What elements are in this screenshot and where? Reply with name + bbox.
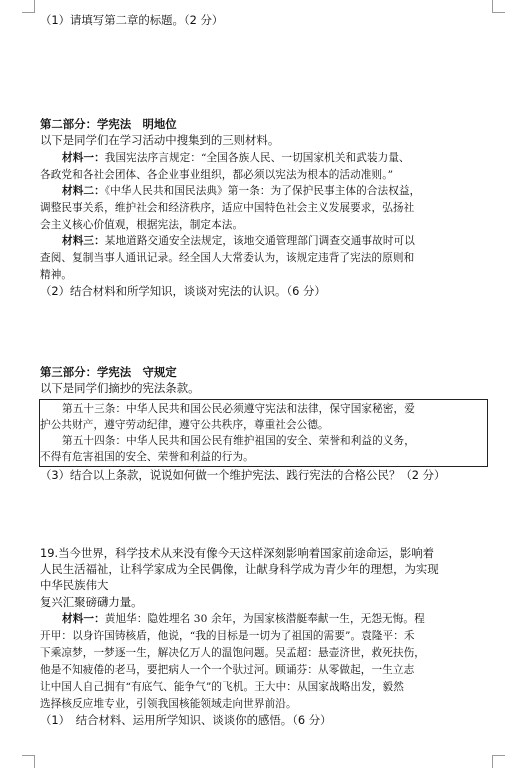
part2-intro: 以下是同学们在学习活动中搜集到的三则材料。 [40,133,280,147]
part2-material3-line3: 精神。 [40,269,73,281]
q19-material1-line2: 开甲：以身许国铸核盾，他说，“我的目标是一切为了祖国的需要”。袁隆平：禾 [40,630,415,642]
crop-mark-top-right [492,0,505,13]
q19-material1-line1: 材料一：黄旭华：隐姓埋名 30 余年，为国家核潜艇奉献一生，无怨无悔。程 [62,613,425,625]
material1-label: 材料一： [62,152,105,164]
crop-mark-bottom-right [492,755,505,768]
q19-material1-line6: 选择核反应堆专业，引领我国核能领域走向世界前沿。 [40,698,297,710]
q19-line1: 19.当今世界，科学技术从来没有像今天这样深刻影响着国家前途命运，影响着 [40,546,435,560]
q19-line3: 中华民族伟大 [40,578,109,592]
crop-mark-top-left [22,0,35,13]
q19-line4: 复兴汇聚磅礴力量。 [40,595,143,609]
question-3-text: （3）结合以上条款，说说如何做一个维护宪法、践行宪法的合格公民？（2 分） [40,468,446,482]
q19-material1-line3: 下乘凉梦，一梦逐一生，解决亿万人的温饱问题。吴孟超：悬壶济世，救死扶伤， [40,647,425,659]
part2-material3-line1: 材料三：某地道路交通安全法规定，该地交通管理部门调查交通事故时可以 [62,235,415,247]
clause-54-line2: 不得有危害祖国的安全、荣誉和利益的行为。 [40,451,254,463]
question-1-text: （1）请填写第二章的标题。（2 分） [40,13,224,27]
crop-mark-bottom-left [22,755,35,768]
q19-question-1-text: （1） 结合材料、运用所学知识、谈谈你的感悟。（6 分） [40,713,332,727]
part3-heading: 第三部分：学宪法 守规定 [40,365,177,379]
clause-53-line2: 护公共财产，遵守劳动纪律，遵守公共秩序，尊重社会公德。 [40,419,329,431]
part3-intro: 以下是同学们摘抄的宪法条款。 [40,381,200,395]
q19-material1-label: 材料一： [62,613,105,625]
q19-material1-line4: 他是不知疲倦的老马，要把病人一个一个驮过河。顾诵芬：从零做起，一生立志 [40,664,415,676]
part2-material1-line1: 材料一：我国宪法序言规定：“全国各族人民、一切国家机关和武装力量、 [62,152,410,164]
q19-material1-line5: 让中国人自己拥有“有底气、能争气”的飞机。王大中：从国家战略出发，毅然 [40,681,404,693]
clause-54-line1: 第五十四条：中华人民共和国公民有维护祖国的安全、荣誉和利益的义务， [62,435,415,447]
question-2-text: （2）结合材料和所学知识，谈谈对宪法的认识。（6 分） [40,284,326,298]
material2-label: 材料二： [62,185,105,197]
part2-material2-line2: 调整民事关系，维护社会和经济秩序，适应中国特色社会主义发展要求，弘扬社 [40,202,415,214]
part2-heading: 第二部分：学宪法 明地位 [40,117,177,131]
clause-53-line1: 第五十三条：中华人民共和国公民必须遵守宪法和法律，保守国家秘密，爱 [62,403,415,415]
part2-material3-line2: 查阅、复制当事人通讯记录。经全国人大常委认为，该规定违背了宪法的原则和 [40,252,415,264]
q19-line2: 人民生活福祉，让科学家成为全民偶像，让献身科学成为青少年的理想，为实现 [40,562,439,576]
part2-material2-line3: 会主义核心价值观，根据宪法，制定本法。 [40,219,244,231]
part2-material2-line1: 材料二：《中华人民共和国民法典》第一条：为了保护民事主体的合法权益， [62,185,421,197]
part2-material1-line2: 各政党和各社会团体、各企业事业组织，都必须以宪法为根本的活动准则。” [40,169,394,181]
material3-label: 材料三： [62,235,105,247]
